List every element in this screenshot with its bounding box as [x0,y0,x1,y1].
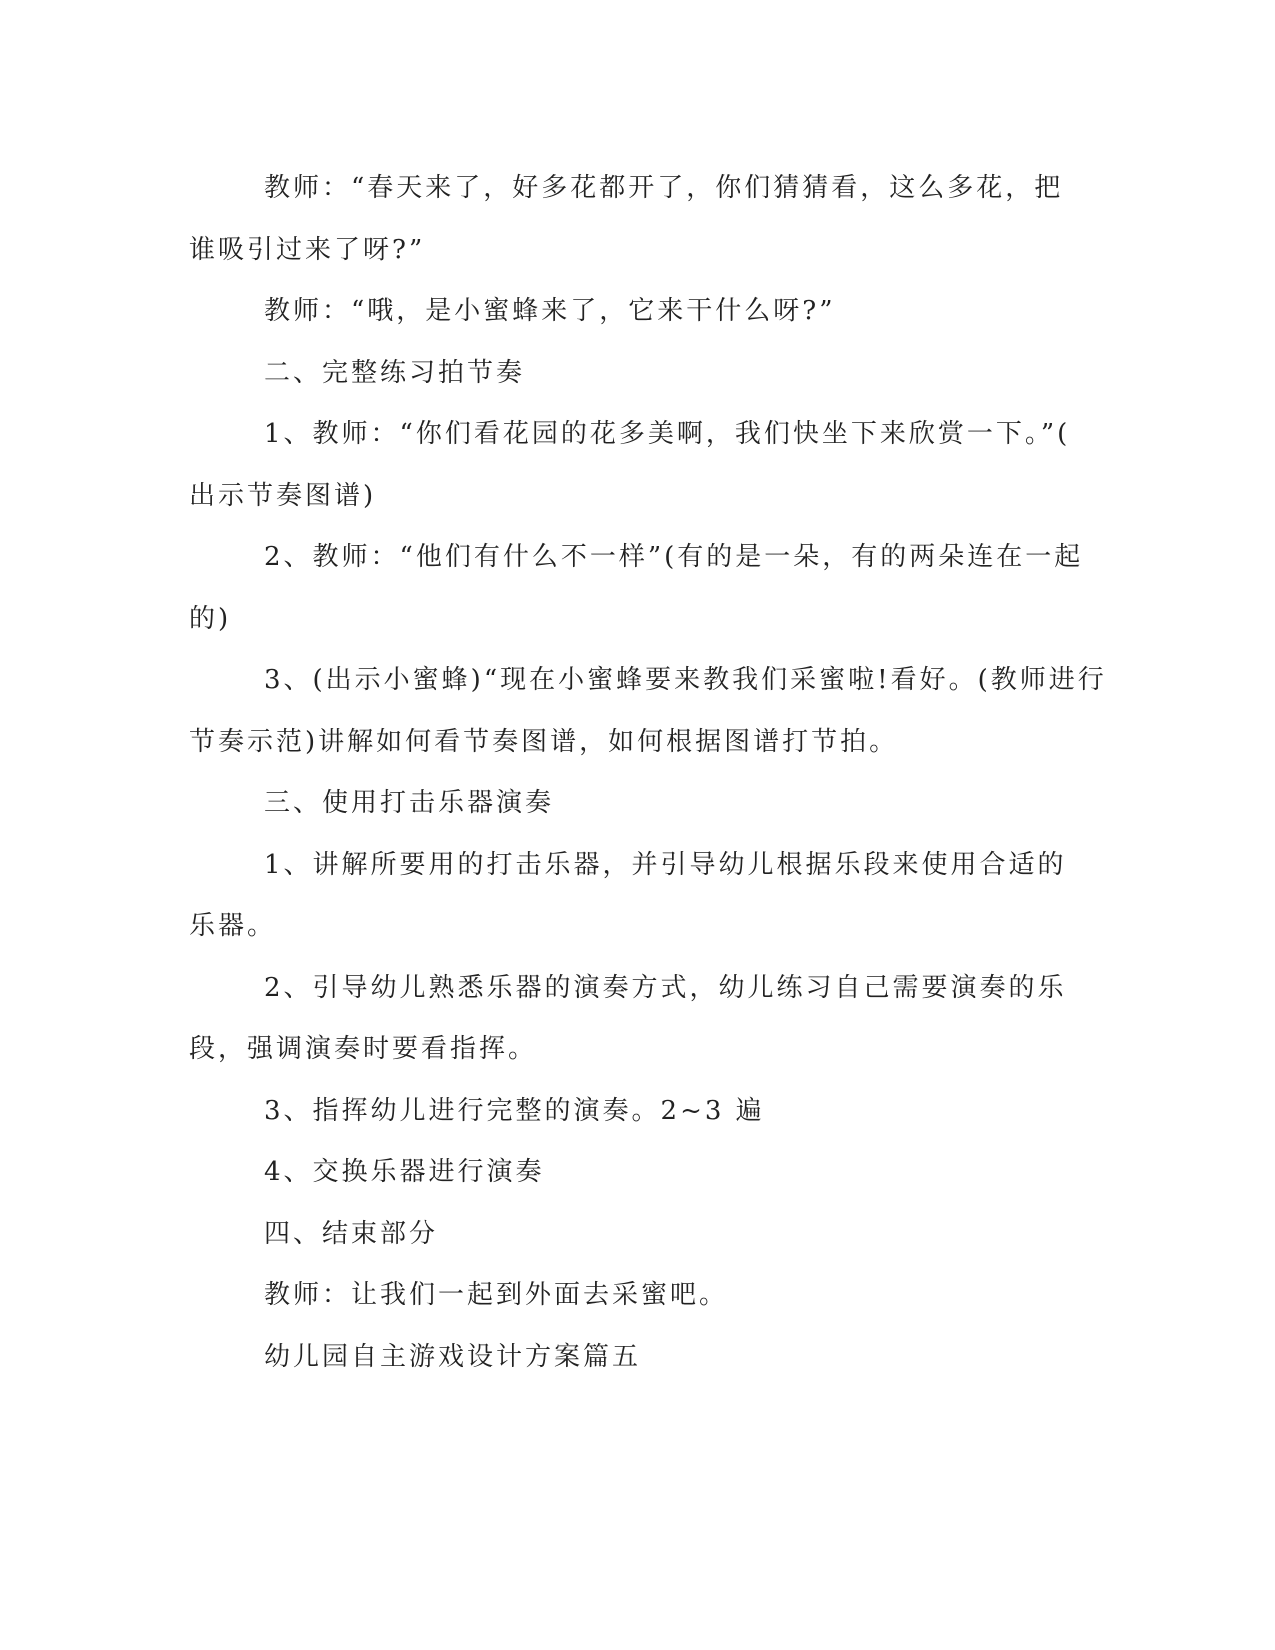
paragraph [189,281,1089,343]
text-line: 段，强调演奏时要看指挥。 [189,1034,538,1064]
paragraph [189,835,1089,958]
paragraph [189,650,1107,773]
section-heading [189,343,1089,405]
text-line: 节奏示范)讲解如何看节奏图谱，如何根据图谱打节拍。 [189,726,899,757]
paragraph [189,158,1089,281]
section-heading [189,773,1089,835]
text-line: 教师：“春天来了，好多花都开了，你们猜猜看，这么多花，把 [264,173,1064,203]
text-line: 4、交换乐器进行演奏 [264,1157,545,1187]
section-heading [189,1204,1089,1266]
text-line: 教师：让我们一起到外面去采蜜吧。 [264,1280,729,1310]
text-line: 1、教师：“你们看花园的花多美啊，我们快坐下来欣赏一下。”( [264,419,1071,449]
text-line: 幼儿园自主游戏设计方案篇五 [264,1341,642,1372]
text-line: 乐器。 [189,911,277,941]
text-line: 四、结束部分 [264,1218,439,1249]
paragraph [189,1265,1089,1327]
paragraph [189,404,1089,527]
paragraph [189,1142,1089,1204]
paragraph [189,527,1089,650]
paragraph [189,1081,1089,1143]
section-title [189,1327,1089,1389]
text-line: 教师：“哦，是小蜜蜂来了，它来干什么呀?” [264,296,836,326]
text-line: 3、指挥幼儿进行完整的演奏。2~3 遍 [264,1095,765,1126]
text-line: 谁吸引过来了呀?” [189,234,426,265]
text-line: 三、使用打击乐器演奏 [264,788,555,818]
paragraph [189,958,1089,1081]
text-line: 2、教师：“他们有什么不一样”(有的是一朵，有的两朵连在一起 [264,542,1084,572]
text-line: 二、完整练习拍节奏 [264,357,526,388]
document-body [189,158,1107,1388]
text-line: 1、讲解所要用的打击乐器，并引导幼儿根据乐段来使用合适的 [264,849,1067,880]
text-line: 2、引导幼儿熟悉乐器的演奏方式，幼儿练习自己需要演奏的乐 [264,972,1067,1003]
text-line: 3、(出示小蜜蜂)“现在小蜜蜂要来教我们采蜜啦!看好。(教师进行 [264,665,1107,695]
text-line: 出示节奏图谱) [189,480,377,511]
text-line: 的) [189,603,232,634]
